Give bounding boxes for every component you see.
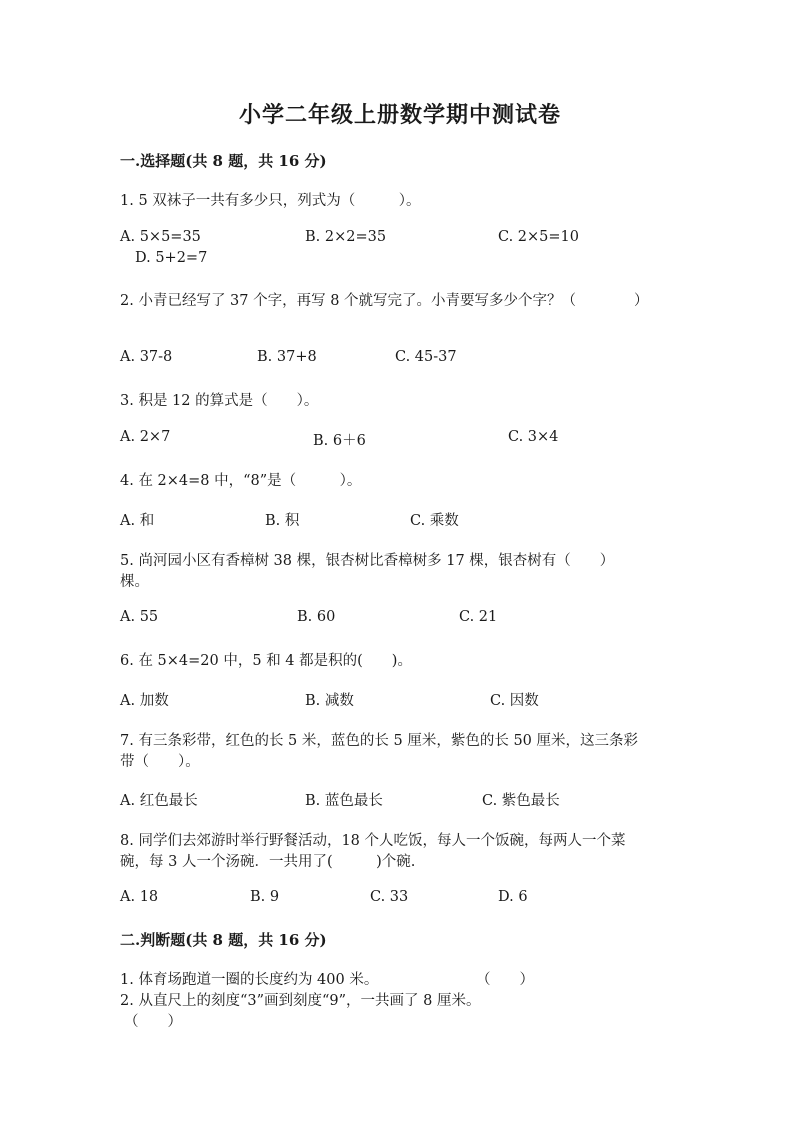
question-6-option-c: C. 因数 [490,693,539,709]
question-3-text: 3. 积是 12 的算式是（ ）。 [120,393,319,409]
section-heading-choice: 一.选择题(共 8 题，共 16 分) [120,152,327,170]
question-2-option-b: B. 37+8 [257,349,317,365]
question-8-text-line-1: 8. 同学们去郊游时举行野餐活动，18 个人吃饭，每人一个饭碗，每两人一个菜 [120,833,626,849]
question-2-text: 2. 小青已经写了 37 个字，再写 8 个就写完了。小青要写多少个字？（ ） [120,293,649,309]
question-1-option-d: D. 5+2=7 [135,250,208,266]
question-1-option-a: A. 5×5=35 [120,229,201,245]
question-5-option-a: A. 55 [120,609,159,625]
judgment-2-text: 2. 从直尺上的刻度“3”画到刻度“9”，一共画了 8 厘米。 [120,993,481,1009]
question-8-text-line-2: 碗，每 3 人一个汤碗．一共用了( )个碗. [120,854,416,870]
question-5-option-b: B. 60 [297,609,336,625]
question-6-text: 6. 在 5×4=20 中，5 和 4 都是积的( )。 [120,653,412,669]
section-heading-judgment: 二.判断题(共 8 题，共 16 分) [120,931,327,949]
question-6-option-b: B. 减数 [305,693,354,709]
judgment-2-answer-paren: （ ） [124,1014,182,1030]
question-5-option-c: C. 21 [459,609,498,625]
question-8-option-c: C. 33 [370,889,409,905]
question-2-option-c: C. 45-37 [395,349,457,365]
question-8-option-d: D. 6 [498,889,528,905]
question-7-option-a: A. 红色最长 [120,793,198,809]
question-4-option-b: B. 积 [265,513,300,529]
judgment-1-text: 1. 体育场跑道一圈的长度约为 400 米。 [120,972,379,988]
question-8-option-a: A. 18 [120,889,159,905]
question-4-option-a: A. 和 [120,513,155,529]
exam-title: 小学二年级上册数学期中测试卷 [238,102,561,128]
judgment-1-answer-paren: （ ） [476,972,534,988]
question-4-text: 4. 在 2×4=8 中，“8”是（ ）。 [120,473,362,489]
question-1-option-c: C. 2×5=10 [498,229,579,245]
question-5-text-line-2: 棵。 [120,574,149,590]
question-6-option-a: A. 加数 [120,693,169,709]
question-8-option-b: B. 9 [250,889,280,905]
question-7-text-line-2: 带（ ）。 [120,754,200,770]
question-7-option-c: C. 紫色最长 [482,793,560,809]
question-3-option-c: C. 3×4 [508,429,559,445]
question-1-option-b: B. 2×2=35 [305,229,387,245]
question-7-option-b: B. 蓝色最长 [305,793,383,809]
question-2-option-a: A. 37-8 [120,349,173,365]
question-1-text: 1. 5 双袜子一共有多少只，列式为（ ）。 [120,193,421,209]
question-3-option-b: B. 6＋6 [313,433,366,449]
question-3-option-a: A. 2×7 [120,429,171,445]
question-4-option-c: C. 乘数 [410,513,459,529]
question-7-text-line-1: 7. 有三条彩带，红色的长 5 米，蓝色的长 5 厘米，紫色的长 50 厘米，这三条彩 [120,733,638,749]
question-5-text-line-1: 5. 尚河园小区有香樟树 38 棵，银杏树比香樟树多 17 棵，银杏树有（ ） [120,553,615,569]
